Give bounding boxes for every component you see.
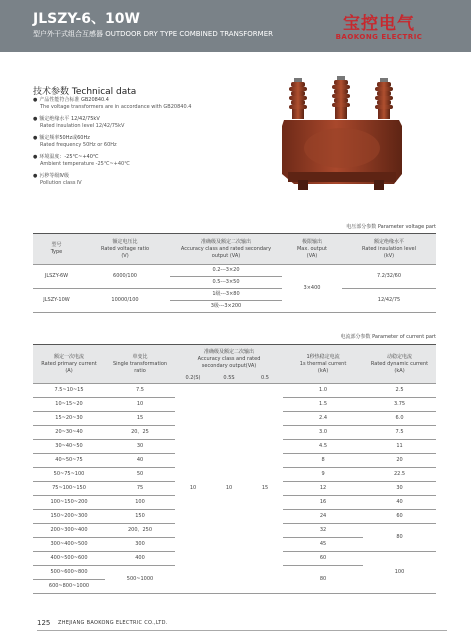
spec-en: Ambient temperature -25℃~+40℃ [40,161,130,167]
cell-primary: 600~800~1000 [33,580,105,594]
cell-dynamic: 22.5 [363,468,436,482]
spec-en: Pollution class Ⅳ [40,180,82,186]
cell-acc-05s: 10 [211,384,247,594]
company-name: ZHEJIANG BAOKONG ELECTRIC CO.,LTD. [58,620,168,626]
col-accuracy: 准确级及额定二次输出 Accuracy class and rated secondary output(VA) [197,348,261,369]
cell-type: JLSZY-10W [33,289,80,313]
col-insulation: 额定绝缘水平 Rated insulation level (kV) [342,234,436,265]
cell-dynamic: 40 [363,496,436,510]
cell-primary: 50~75~100 [33,468,105,482]
cell-dynamic: 30 [363,482,436,496]
spec-en: Rated frequency 50Hz or 60Hz [40,142,117,148]
spec-item [33,97,263,111]
brand-name-cn: 宝控电气 [343,14,415,34]
cell-primary: 300~400~500 [33,538,105,552]
voltage-header-row [33,234,436,265]
cell-primary: 10~15~20 [33,398,105,412]
cell-accuracy: 0.2---3×20 [170,265,282,277]
cell-ratio: 500~1000 [105,566,175,594]
col-thermal: 1秒热稳定电流 1s thermal current (kA) [283,345,363,384]
page-number: 125 [37,619,51,627]
footer-divider [37,630,447,631]
cell-thermal: 1.5 [283,398,363,412]
cell-dynamic: 100 [363,552,436,594]
cell-acc-05: 15 [247,384,283,594]
cell-ratio: 200、250 [105,524,175,538]
cell-primary: 40~50~75 [33,454,105,468]
cell-acc-02s: 10 [175,384,211,594]
spec-en: Rated insulation level 12/42/75kV [40,123,125,129]
cell-dynamic: 60 [363,510,436,524]
cell-type: JLSZY-6W [33,265,80,289]
cell-thermal: 32 [283,524,363,538]
product-title: JLSZY-6、10W [33,11,140,27]
cell-thermal: 24 [283,510,363,524]
section-title: 技术参数 Technical data [33,87,137,97]
cell-ratio: 6000/100 [80,265,170,289]
table-row [33,265,436,277]
page-footer [0,612,471,640]
bushing-center [332,76,350,119]
spec-item [33,154,263,168]
bushing-left [289,78,307,119]
spec-en: The voltage transformers are in accordance with GB20840.4 [40,104,192,110]
cell-dynamic: 2.5 [363,384,436,398]
cell-dynamic: 7.5 [363,426,436,440]
cell-thermal: 3.0 [283,426,363,440]
cell-max-output: 3×400 [282,265,342,313]
cell-thermal: 80 [283,566,363,594]
col-acc-05: 0.5 [247,373,283,384]
cell-insulation: 12/42/75 [342,289,436,313]
brand-logo [324,9,444,47]
cell-dynamic: 6.0 [363,412,436,426]
spec-cn: ● 额定绝缘水平 12/42/75kV [33,116,263,123]
col-primary: 额定一次电流 Rated primary current (A) [33,345,105,384]
col-accuracy: 准确级及额定二次输出 Accuracy class and rated secondary output (VA) [170,234,282,265]
cell-thermal: 9 [283,468,363,482]
col-dynamic: 动稳定电流 Rated dynamic current (kA) [363,345,436,384]
cell-dynamic: 20 [363,454,436,468]
current-header-row [33,345,436,374]
current-table-caption: 电流部分参数 Parameter of current part [340,334,436,340]
current-table [33,344,436,594]
cell-dynamic: 11 [363,440,436,454]
transformer-body [282,120,402,190]
cell-ratio: 30 [105,440,175,454]
spec-cn: ● 额定频率50Hz或60Hz [33,135,263,142]
col-type: 型号 Type [33,234,80,265]
cell-ratio: 15 [105,412,175,426]
spec-item [33,116,263,130]
spec-cn: ● 环境温度：-25℃~+40℃ [33,154,263,161]
cell-ratio: 100 [105,496,175,510]
cell-accuracy: 0.5---3×50 [170,277,282,289]
cell-ratio: 150 [105,510,175,524]
cell-ratio: 40 [105,454,175,468]
cell-ratio: 10 [105,398,175,412]
cell-primary: 500~600~800 [33,566,105,580]
col-single-ratio: 单变比 Single transformation ratio [105,345,175,384]
cell-ratio: 7.5 [105,384,175,398]
spec-item [33,135,263,149]
brand-name-en: BAOKONG ELECTRIC [335,33,423,41]
cell-thermal: 60 [283,552,363,566]
spec-list [33,97,263,192]
table-row [33,289,436,301]
cell-ratio: 50 [105,468,175,482]
cell-accuracy: 3级---3×200 [170,301,282,313]
col-acc-02s: 0.2(S) [175,373,211,384]
cell-ratio: 10000/100 [80,289,170,313]
cell-primary: 15~20~30 [33,412,105,426]
cell-accuracy: 1级---3×80 [170,289,282,301]
transformer-illustration [274,76,409,196]
cell-primary: 75~100~150 [33,482,105,496]
cell-thermal: 45 [283,538,363,552]
cell-thermal: 12 [283,482,363,496]
col-acc-05s: 0.5S [211,373,247,384]
table-row [33,384,436,398]
cell-primary: 100~150~200 [33,496,105,510]
cell-thermal: 1.0 [283,384,363,398]
cell-ratio: 300 [105,538,175,552]
voltage-table [33,233,436,313]
spec-cn: ● 污秽等级Ⅳ级 [33,173,263,180]
cell-thermal: 16 [283,496,363,510]
cell-primary: 7.5~10~15 [33,384,105,398]
cell-ratio: 20、25 [105,426,175,440]
cell-thermal: 4.5 [283,440,363,454]
col-max-output: 极限输出 Max. output (VA) [282,234,342,265]
cell-thermal: 8 [283,454,363,468]
cell-dynamic: 80 [363,524,436,552]
cell-dynamic: 3.75 [363,398,436,412]
cell-insulation: 7.2/32/60 [342,265,436,289]
bushing-right [375,78,393,119]
spec-cn: ● 产品性能符合标准 GB20840.4 [33,97,263,104]
product-subtitle: 型户外干式组合互感器 OUTDOOR DRY TYPE COMBINED TRANSFORMER [33,30,273,38]
voltage-table-caption: 电压部分参数 Parameter voltage part [346,224,436,230]
cell-primary: 20~30~40 [33,426,105,440]
spec-item [33,173,263,187]
cell-primary: 30~40~50 [33,440,105,454]
cell-primary: 200~300~400 [33,524,105,538]
cell-primary: 150~200~300 [33,510,105,524]
cell-primary: 400~500~600 [33,552,105,566]
cell-ratio: 75 [105,482,175,496]
cell-thermal: 2.4 [283,412,363,426]
cell-ratio: 400 [105,552,175,566]
product-image [274,76,409,196]
col-ratio: 额定电压比 Rated voltage ratio (V) [80,234,170,265]
